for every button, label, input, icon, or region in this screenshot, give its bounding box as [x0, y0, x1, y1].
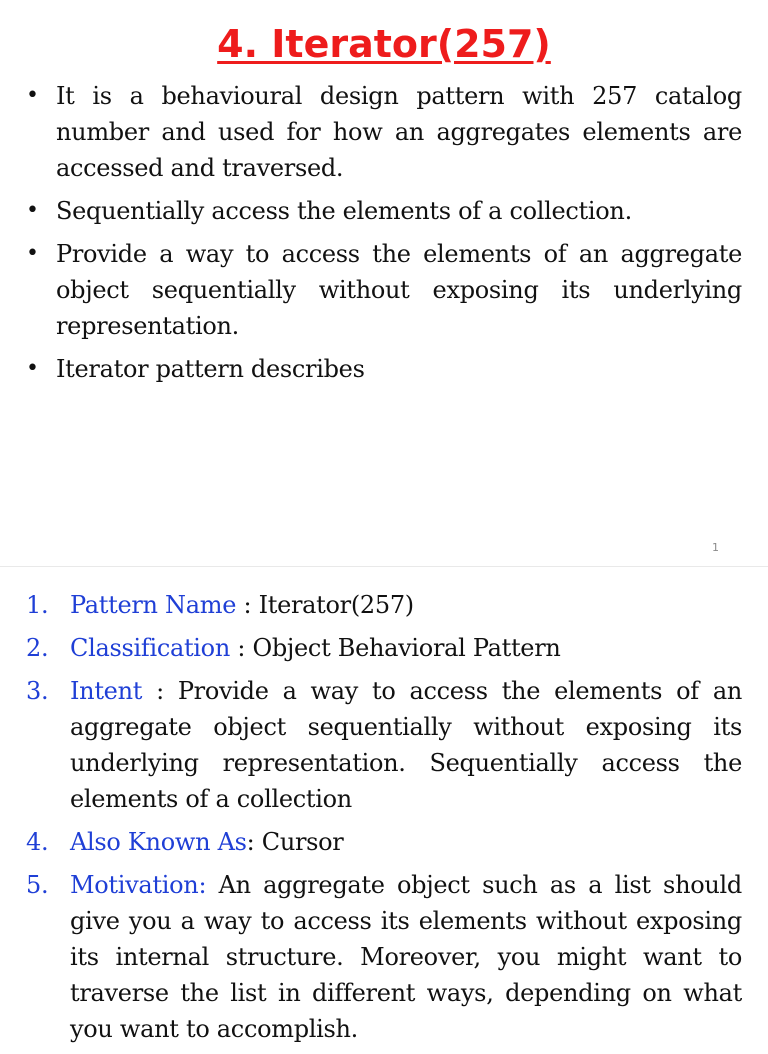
item-number: 3.: [26, 677, 49, 705]
bullet-text: Iterator pattern describes: [56, 355, 365, 383]
bullet-icon: •: [26, 198, 39, 223]
page-number: 1: [712, 541, 719, 554]
item-separator: :: [246, 828, 262, 856]
bullet-icon: •: [26, 241, 39, 266]
item-text: An aggregate object such as a list should give you a way to access its elements without exposing its internal structure. Moreover, you might want to traverse the list in different ways, depending on what you want to accomplish.: [70, 871, 742, 1043]
bullet-item: [24, 78, 742, 186]
bullet-item: [24, 193, 742, 229]
bullet-item: [24, 351, 742, 387]
item-term: Classification: [70, 634, 230, 662]
item-number: 4.: [26, 828, 49, 856]
item-term: Motivation:: [70, 871, 207, 899]
item-separator: [206, 871, 218, 899]
bullet-text: Sequentially access the elements of a collection.: [56, 197, 632, 225]
bullet-list: [24, 78, 742, 394]
bullet-text: Provide a way to access the elements of an aggregate object sequentially without exposing its underlying representation.: [56, 240, 742, 340]
list-item: [24, 630, 742, 666]
bullet-icon: •: [26, 356, 39, 381]
item-text: Provide a way to access the elements of an aggregate object sequentially without exposing its underlying representation. Sequentially access the elements of a collection: [70, 677, 742, 813]
item-term: Intent: [70, 677, 143, 705]
list-item: [24, 673, 742, 817]
item-text: Iterator(257): [258, 591, 414, 619]
item-text: Object Behavioral Pattern: [252, 634, 561, 662]
item-number: 1.: [26, 591, 49, 619]
list-item: [24, 587, 742, 623]
item-text: Cursor: [261, 828, 344, 856]
numbered-list: [24, 587, 742, 1054]
item-separator: :: [236, 591, 259, 619]
item-term: Also Known As: [70, 828, 247, 856]
slide-title: 4. Iterator(257): [217, 22, 551, 66]
item-term: Pattern Name: [70, 591, 237, 619]
item-number: 5.: [26, 871, 49, 899]
list-item: [24, 867, 742, 1047]
list-item: [24, 824, 742, 860]
item-separator: :: [142, 677, 178, 705]
bullet-icon: •: [26, 83, 39, 108]
item-separator: :: [230, 634, 253, 662]
slide-2: [0, 567, 768, 1043]
bullet-item: [24, 236, 742, 344]
item-number: 2.: [26, 634, 49, 662]
bullet-text: It is a behavioural design pattern with 257 catalog number and used for how an aggregates elements are accessed and traversed.: [56, 82, 742, 182]
